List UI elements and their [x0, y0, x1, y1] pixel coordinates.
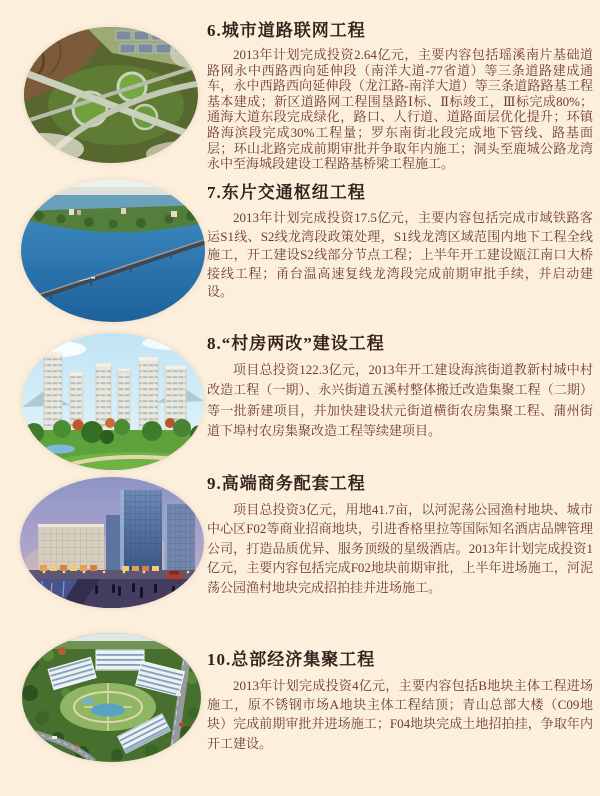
- sea-bridge-illustration: [21, 179, 205, 322]
- residential-towers-illustration: [22, 333, 204, 470]
- commercial-district-photo: [20, 477, 204, 608]
- section-title: 7.东片交通枢纽工程: [207, 183, 366, 202]
- section-village-housing: [207, 329, 593, 442]
- section-title: 10.总部经济集聚工程: [207, 650, 376, 669]
- section-body: 2013年计划完成投资17.5亿元，主要内容包括完成市域铁路客运S1线、S2线龙湾段政策处理，S1线龙湾区域范围内地下工程全线施工，开工建设S2线部分节点工程；上半年开工建设瓯江南口大桥接线工程；甬台温高速复线龙湾段完成前期审批手续，并启动建设。: [207, 210, 593, 300]
- section-title: 8.“村房两改”建设工程: [207, 334, 385, 353]
- highway-interchange-illustration: [24, 27, 198, 163]
- section-title: 9.高端商务配套工程: [207, 474, 366, 493]
- section-business-facilities: [207, 469, 593, 597]
- section-body: 项目总投资3亿元，用地41.7亩，以河泥荡公园渔村地块、城市中心区F02等商业招商地块，引进香格里拉等国际知名酒店品牌管理公司，打造品质优异、服务顶级的星级酒店。2013年计划完成投资1亿元，主要内容包括完成F02地块前期审批，上半年进场施工，河泥荡公园渔村地块完成招拍挂并进场施工。: [207, 502, 593, 595]
- section-headquarters-economy: [207, 645, 593, 753]
- section-title: 6.城市道路联网工程: [207, 21, 366, 40]
- sea-bridge-photo: [21, 179, 205, 322]
- section-road-network: [207, 16, 593, 172]
- highway-interchange-photo: [24, 27, 198, 163]
- office-park-illustration: [22, 633, 201, 762]
- section-body: 2013年计划完成投资4亿元，主要内容包括B地块主体工程进场施工，原不锈钢市场A地块主体工程结顶；青山总部大楼（C09地块）完成前期审批并进场施工；F04地块完成土地招拍挂，争取年内开工建设。: [207, 678, 593, 751]
- commercial-district-illustration: [20, 477, 204, 608]
- office-park-photo: [22, 633, 201, 762]
- section-transport-hub: [207, 178, 593, 302]
- section-body: 2013年计划完成投资2.64亿元，主要内容包括瑶溪南片基础道路网永中西路西向延伸段（南洋大道-77省道）等三条道路建成通车，永中西路西向延伸段（龙江路-南洋大道）等三条道路路基工程基本建成；新区道路网工程围垦路Ⅰ标、Ⅱ标竣工，Ⅲ标完成80%；通海大道东段完成绿化，路口、人行道、道路面层优化提升；环镇路海滨段完成30%工程量；罗东南街北段完成地下管线、路基面层；环山北路完成前期审批并争取年内施工；洞头至鹿城公路龙湾永中至海城段建设工程路基桥梁工程施工。: [207, 47, 593, 172]
- section-body: 项目总投资122.3亿元，2013年开工建设海滨街道教新村城中村改造工程（一期）、永兴街道五溪村整体搬迁改造集聚工程（二期）等一批新建项目，并加快建设状元街道横街农房集聚工程、蒲州街道下埠村农房集聚改造工程等续建项目。: [207, 362, 593, 439]
- residential-towers-photo: [22, 333, 204, 470]
